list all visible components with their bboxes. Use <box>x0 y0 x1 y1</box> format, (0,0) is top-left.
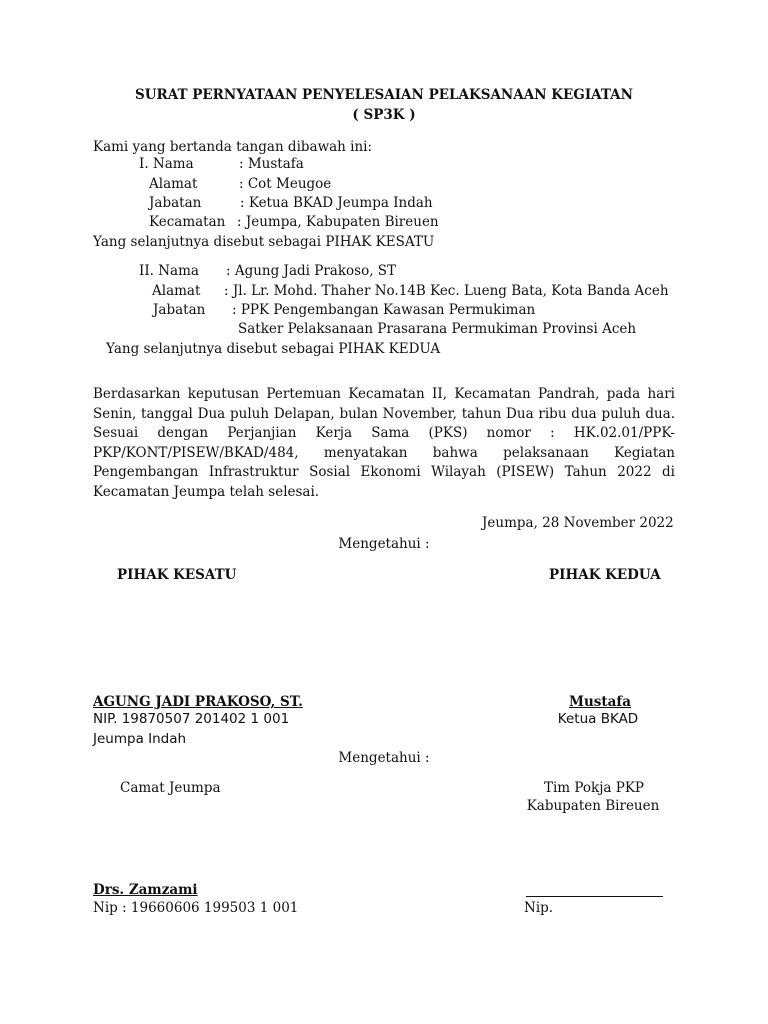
acknowledged-label: Mengetahui : <box>338 536 430 552</box>
lower-left-title: Camat Jeumpa <box>120 780 221 796</box>
intro-text: Kami yang bertanda tangan dibawah ini: <box>93 139 373 155</box>
party2-heading: PIHAK KEDUA <box>549 567 661 583</box>
party2-nama-value: : Agung Jadi Prakoso, ST <box>226 263 397 279</box>
document-title: SURAT PERNYATAAN PENYELESAIAN PELAKSANAAN KEGIATAN <box>135 87 633 103</box>
party1-kecamatan-value: : Jeumpa, Kabupaten Bireuen <box>237 214 439 230</box>
party1-jabatan-value: : Ketua BKAD Jeumpa Indah <box>240 195 433 211</box>
signature-line <box>526 896 663 897</box>
party2-alamat-label: Alamat <box>152 283 201 299</box>
place-date: Jeumpa, 28 November 2022 <box>482 515 674 531</box>
party1-designation: Yang selanjutnya disebut sebagai PIHAK KESATU <box>93 234 435 250</box>
party1-alamat-label: Alamat <box>149 176 198 192</box>
document-subtitle: ( SP3K ) <box>352 107 416 123</box>
lower-right-title-1: Tim Pokja PKP <box>543 780 645 796</box>
sign-left-name: AGUNG JADI PRAKOSO, ST. <box>93 694 303 710</box>
party1-nama-value: : Mustafa <box>239 156 304 172</box>
acknowledged-label-2: Mengetahui : <box>338 750 430 766</box>
party2-jabatan-value-2: Satker Pelaksanaan Prasarana Permukiman Provinsi Aceh <box>238 321 637 337</box>
party2-jabatan-label: Jabatan <box>153 302 206 318</box>
sign-left-extra: Jeumpa Indah <box>93 731 187 747</box>
lower-left-nip: Nip : 19660606 199503 1 001 <box>93 900 299 916</box>
lower-right-title-2: Kabupaten Bireuen <box>526 798 660 814</box>
sign-right-name: Mustafa <box>569 694 631 710</box>
party1-jabatan-label: Jabatan <box>149 195 202 211</box>
party1-alamat-value: : Cot Meugoe <box>239 176 332 192</box>
party2-nama-label: II. Nama <box>139 263 199 279</box>
body-paragraph: Berdasarkan keputusan Pertemuan Kecamatan II, Kecamatan Pandrah, pada hari Senin, tanggal Dua puluh Delapan, bulan November, tahun Dua ribu dua puluh dua. Sesuai dengan Perjanjian Kerja Sama (PKS) nomor : HK.02.01/PPK-PKP/KONT/PISEW/BKAD/484, menyatakan bahwa pelaksanaan Kegiatan Pengembangan Infrastruktur Sosial Ekonomi Wilayah (PISEW) Tahun 2022 di Kecamatan Jeumpa telah selesai. <box>93 386 675 500</box>
party2-jabatan-value: : PPK Pengembangan Kawasan Permukiman <box>232 302 536 318</box>
party1-nama-label: I. Nama <box>139 156 194 172</box>
lower-left-name: Drs. Zamzami <box>93 882 198 898</box>
party1-kecamatan-label: Kecamatan <box>149 214 226 230</box>
party2-designation: Yang selanjutnya disebut sebagai PIHAK KEDUA <box>106 341 441 357</box>
party2-alamat-value: : Jl. Lr. Mohd. Thaher No.14B Kec. Lueng Bata, Kota Banda Aceh <box>224 283 669 299</box>
lower-right-nip: Nip. <box>524 900 554 916</box>
sign-left-nip: NIP. 19870507 201402 1 001 <box>93 711 290 727</box>
sign-right-title: Ketua BKAD <box>557 711 639 727</box>
party1-heading: PIHAK KESATU <box>117 567 237 583</box>
